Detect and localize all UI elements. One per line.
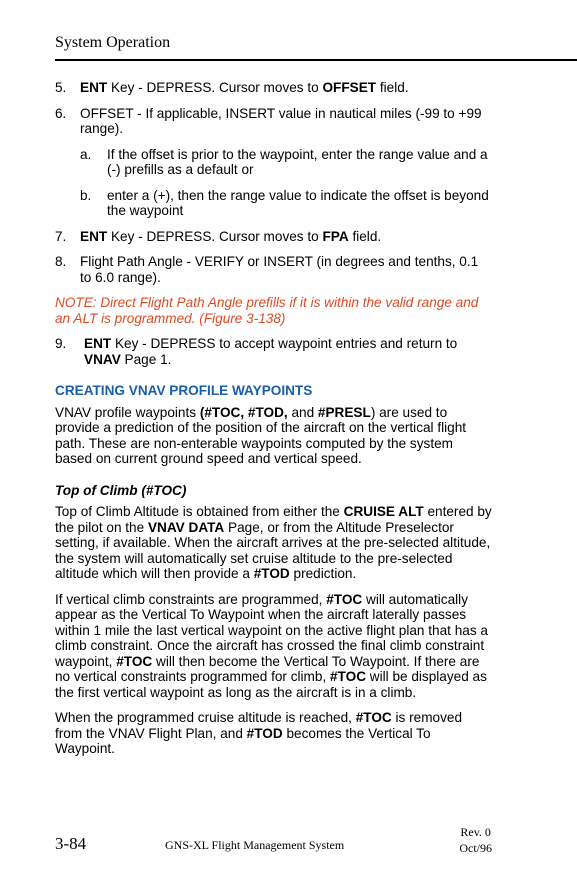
step-number: 5.: [55, 80, 67, 95]
para-bold: CRUISE ALT: [343, 504, 424, 519]
para-text: entered by the pilot on the: [55, 504, 492, 535]
page-header-title: System Operation: [55, 34, 171, 51]
para-bold: #TOC: [355, 710, 392, 725]
para-text: and: [287, 404, 318, 420]
step-number: 6.: [55, 105, 67, 121]
footer-title: GNS-XL Flight Management System: [165, 838, 345, 852]
note: NOTE: Direct Flight Path Angle prefills if it is within the valid range and an ALT is programmed. (Figure 3-138): [55, 295, 479, 326]
step-text: field.: [348, 228, 382, 244]
para-bold: VNAV DATA: [147, 519, 225, 535]
step-text: Flight Path Angle - VERIFY or INSERT (in degrees and tenths, 0.1 to 6.0 range).: [80, 254, 479, 285]
key-ent: ENT: [84, 336, 112, 351]
para-text: Top of Climb Altitude is obtained from either the: [55, 504, 344, 519]
step-text: Page 1.: [120, 351, 172, 367]
para-text: prediction.: [289, 566, 357, 581]
para-text: is removed from the VNAV Flight Plan, and: [55, 710, 463, 741]
paragraph-profile-waypoints: [55, 405, 492, 467]
step-text: Key - DEPRESS. Cursor moves to: [107, 80, 323, 95]
step-number: 7.: [55, 228, 67, 244]
step-6: [55, 106, 492, 137]
step-7: [55, 229, 492, 245]
step-number: 8.: [55, 254, 67, 269]
step-number: 9.: [55, 336, 67, 351]
para-bold: (#TOC, #TOD,: [199, 404, 288, 420]
page-vnav: VNAV: [84, 351, 121, 367]
substep-text: If the offset is prior to the waypoint, enter the range value and a (-) prefills as a default or: [107, 146, 488, 177]
para-bold: #TOC: [330, 669, 367, 684]
para-bold: #TOD: [253, 566, 290, 581]
substep-text: enter a (+), then the range value to indicate the offset is beyond the waypoint: [107, 187, 489, 218]
field-offset: OFFSET: [322, 80, 377, 95]
para-text: will automatically appear as the Vertical To Waypoint when the aircraft laterally passes within 1 mile the last vertical waypoint on the active flight plan that has a climb constraint. Once the aircraft has crossed the final climb constraint waypoint,: [55, 591, 488, 669]
step-8: [55, 254, 492, 285]
para-text: will be displayed as the first vertical waypoint as long as the aircraft is in a climb.: [55, 669, 487, 700]
sub-heading: Top of Climb (#TOC): [55, 482, 187, 498]
section-heading: CREATING VNAV PROFILE WAYPOINTS: [55, 383, 313, 398]
para-bold: #TOC: [116, 653, 153, 669]
substep-letter: b.: [80, 187, 92, 203]
para-text: VNAV profile waypoints: [55, 404, 200, 420]
paragraph-toc-3: [55, 710, 492, 757]
para-text: ) are used to provide a prediction of the position of the aircraft on the vertical flight path. These are non-enterable waypoints computed by the system based on current ground speed and vertical speed.: [55, 404, 467, 466]
paragraph-toc-1: [55, 504, 492, 582]
footer-page-number: 3-84: [55, 834, 87, 853]
para-bold: #TOD: [246, 725, 283, 741]
field-fpa: FPA: [322, 228, 349, 244]
key-ent: ENT: [80, 80, 108, 95]
key-ent: ENT: [80, 228, 108, 244]
footer-revision: [459, 824, 492, 856]
substep-b: [55, 188, 492, 219]
footer-rev-date: Oct/96: [459, 841, 492, 855]
step-5: [55, 80, 492, 96]
para-bold: #TOC: [326, 591, 363, 607]
para-text: When the programmed cruise altitude is reached,: [55, 710, 356, 725]
para-bold: #PRESL: [317, 404, 371, 420]
para-text: If vertical climb constraints are programmed,: [55, 591, 327, 607]
header-rule: [55, 59, 577, 61]
substep-letter: a.: [80, 146, 92, 162]
step-text: Key - DEPRESS. Cursor moves to: [107, 228, 323, 244]
para-text: becomes the Vertical To Waypoint.: [55, 725, 431, 756]
para-text: Page, or from the Altitude Preselector setting, if available. When the aircraft arrives at the pre-selected altitude, the system will automatically set cruise altitude to the pre-selected altitude which will then provide a: [55, 519, 491, 581]
step-text: field.: [376, 80, 409, 95]
page-content: [55, 80, 492, 767]
step-text: Key - DEPRESS to accept waypoint entries and return to: [111, 336, 458, 351]
step-text: OFFSET - If applicable, INSERT value in nautical miles (-99 to +99 range).: [80, 105, 482, 136]
footer-rev-number: Rev. 0: [460, 825, 491, 839]
paragraph-toc-2: [55, 592, 492, 701]
para-text: will then become the Vertical To Waypoint. If there are no vertical constraints programmed for climb,: [55, 653, 480, 684]
substep-a: [55, 147, 492, 178]
step-9: [55, 336, 492, 367]
